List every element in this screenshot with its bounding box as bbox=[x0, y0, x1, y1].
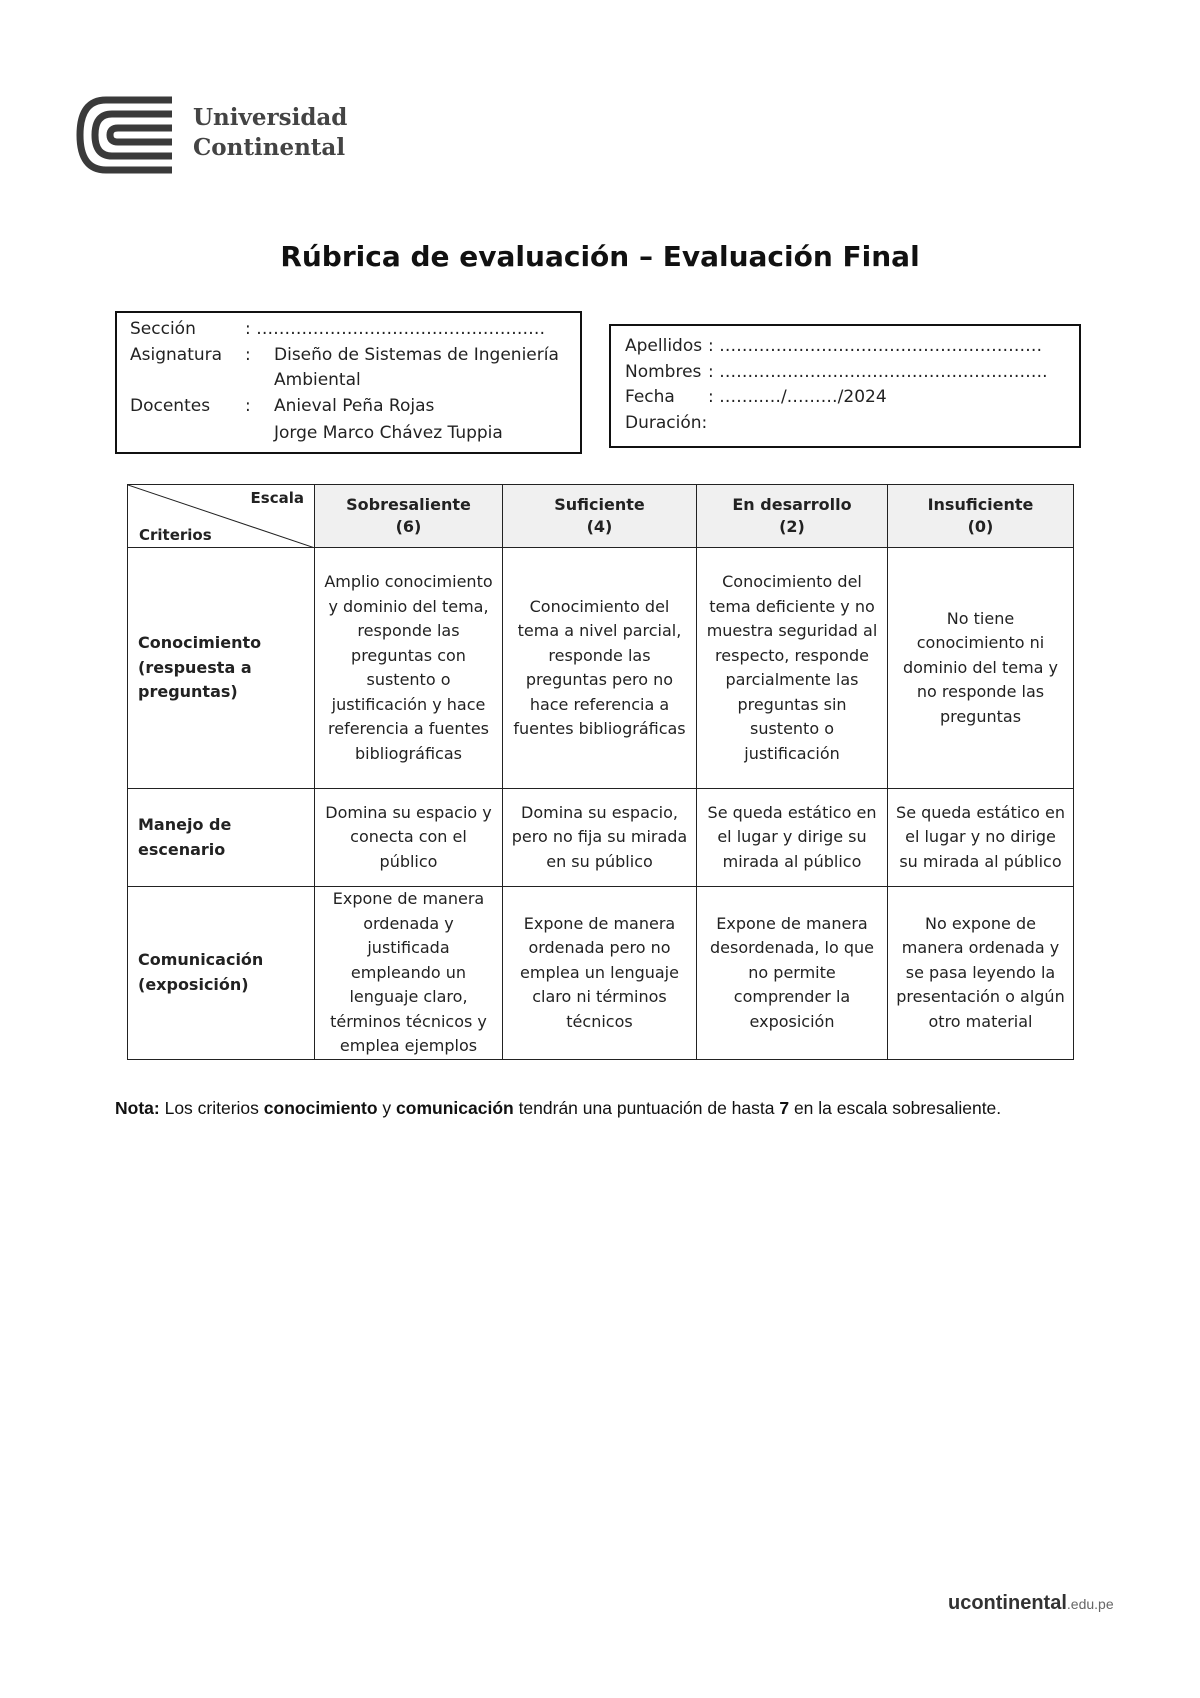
university-logo bbox=[76, 95, 356, 175]
header-sobresaliente bbox=[315, 485, 503, 548]
header-level-name: En desarrollo bbox=[732, 495, 852, 514]
criterion-cell: Manejo de escenario bbox=[128, 789, 315, 887]
note-text-3: tendrán una puntuación de hasta bbox=[513, 1098, 780, 1118]
header-level-score: (6) bbox=[395, 517, 422, 536]
asignatura-value-line1: Diseño de Sistemas de Ingeniería bbox=[274, 345, 559, 365]
descriptor-cell: Se queda estático en el lugar y no dirige su mirada al público bbox=[888, 789, 1074, 887]
rubric-row-comunicacion bbox=[128, 887, 1074, 1060]
fecha-label: Fecha bbox=[625, 387, 675, 407]
docentes-colon: : bbox=[245, 396, 251, 416]
header-level-name: Insuficiente bbox=[927, 495, 1034, 514]
descriptor-cell: Expone de manera desordenada, lo que no permite comprender la exposición bbox=[697, 887, 888, 1060]
descriptor-cell: Domina su espacio y conecta con el público bbox=[315, 789, 503, 887]
header-level-score: (2) bbox=[779, 517, 805, 536]
note-bold-conocimiento: conocimiento bbox=[263, 1098, 378, 1118]
rubric-header-row bbox=[128, 485, 1074, 548]
header-insuficiente bbox=[888, 485, 1074, 548]
rubric-row-manejo bbox=[128, 789, 1074, 887]
criterion-cell: Comunicación (exposición) bbox=[128, 887, 315, 1060]
logo-line-1: Universidad bbox=[193, 104, 348, 131]
seccion-value: : …………………………………………… bbox=[245, 319, 546, 339]
fecha-field: : ……..…/………/2024 bbox=[708, 387, 887, 407]
descriptor-cell: Expone de manera ordenada pero no emplea un lenguaje claro ni términos técnicos bbox=[503, 887, 697, 1060]
rubric-corner-cell bbox=[128, 485, 315, 548]
rubric-table bbox=[127, 484, 1074, 1060]
descriptor-cell: Domina su espacio, pero no fija su mirada en su público bbox=[503, 789, 697, 887]
logo-mark-icon bbox=[76, 95, 181, 175]
logo-line-2: Continental bbox=[193, 134, 346, 161]
descriptor-cell: No tiene conocimiento ni dominio del tema y no responde las preguntas bbox=[888, 548, 1074, 789]
student-info-box bbox=[609, 324, 1081, 448]
docente-2: Jorge Marco Chávez Tuppia bbox=[274, 423, 503, 443]
rubric-row-conocimiento bbox=[128, 548, 1074, 789]
note-bold-score: 7 bbox=[779, 1098, 790, 1118]
apellidos-label: Apellidos bbox=[625, 336, 703, 356]
descriptor-cell: Conocimiento del tema a nivel parcial, responde las preguntas pero no hace referencia a fuentes bibliográficas bbox=[503, 548, 697, 789]
footer-brand-name: ucontinental bbox=[948, 1592, 1067, 1614]
criterion-cell: Conocimiento (respuesta a preguntas) bbox=[128, 548, 315, 789]
asignatura-value-line2: Ambiental bbox=[274, 370, 361, 390]
course-info-box bbox=[115, 311, 582, 454]
nombres-label: Nombres bbox=[625, 362, 702, 382]
note-text-1: Los criterios bbox=[159, 1098, 264, 1118]
corner-escala-label: Escala bbox=[250, 489, 304, 507]
note-text-4: en la escala sobresaliente. bbox=[789, 1098, 1002, 1118]
docentes-label: Docentes bbox=[130, 396, 211, 416]
header-en-desarrollo bbox=[697, 485, 888, 548]
header-level-score: (4) bbox=[586, 517, 613, 536]
descriptor-cell: Expone de manera ordenada y justificada empleando un lenguaje claro, términos técnicos y emplea ejemplos bbox=[315, 887, 503, 1060]
descriptor-cell: Se queda estático en el lugar y dirige su mirada al público bbox=[697, 789, 888, 887]
header-level-name: Suficiente bbox=[554, 495, 645, 514]
footer-brand bbox=[948, 1592, 1114, 1615]
header-suficiente bbox=[503, 485, 697, 548]
header-level-score: (0) bbox=[967, 517, 994, 536]
asignatura-colon: : bbox=[245, 345, 251, 365]
seccion-label: Sección bbox=[130, 319, 196, 339]
note-paragraph bbox=[115, 1093, 1087, 1123]
note-prefix: Nota: bbox=[115, 1098, 160, 1118]
footer-domain: .edu.pe bbox=[1066, 1596, 1114, 1612]
descriptor-cell: No expone de manera ordenada y se pasa leyendo la presentación o algún otro material bbox=[888, 887, 1074, 1060]
descriptor-cell: Conocimiento del tema deficiente y no muestra seguridad al respecto, responde parcialmente las preguntas sin sustento o justificación bbox=[697, 548, 888, 789]
corner-criterios-label: Criterios bbox=[139, 526, 212, 544]
note-bold-comunicacion: comunicación bbox=[396, 1098, 514, 1118]
header-level-name: Sobresaliente bbox=[346, 495, 471, 514]
apellidos-field: : ………………………………………………… bbox=[708, 336, 1043, 356]
note-text-2: y bbox=[377, 1098, 397, 1118]
descriptor-cell: Amplio conocimiento y dominio del tema, responde las preguntas con sustento o justificación y hace referencia a fuentes bibliográficas bbox=[315, 548, 503, 789]
duracion-label: Duración: bbox=[625, 413, 708, 433]
page-title: Rúbrica de evaluación – Evaluación Final bbox=[280, 240, 920, 273]
docente-1: Anieval Peña Rojas bbox=[274, 396, 435, 416]
logo-wordmark bbox=[193, 103, 347, 163]
nombres-field: : …………………………………………………. bbox=[708, 362, 1048, 382]
asignatura-label: Asignatura bbox=[130, 345, 223, 365]
